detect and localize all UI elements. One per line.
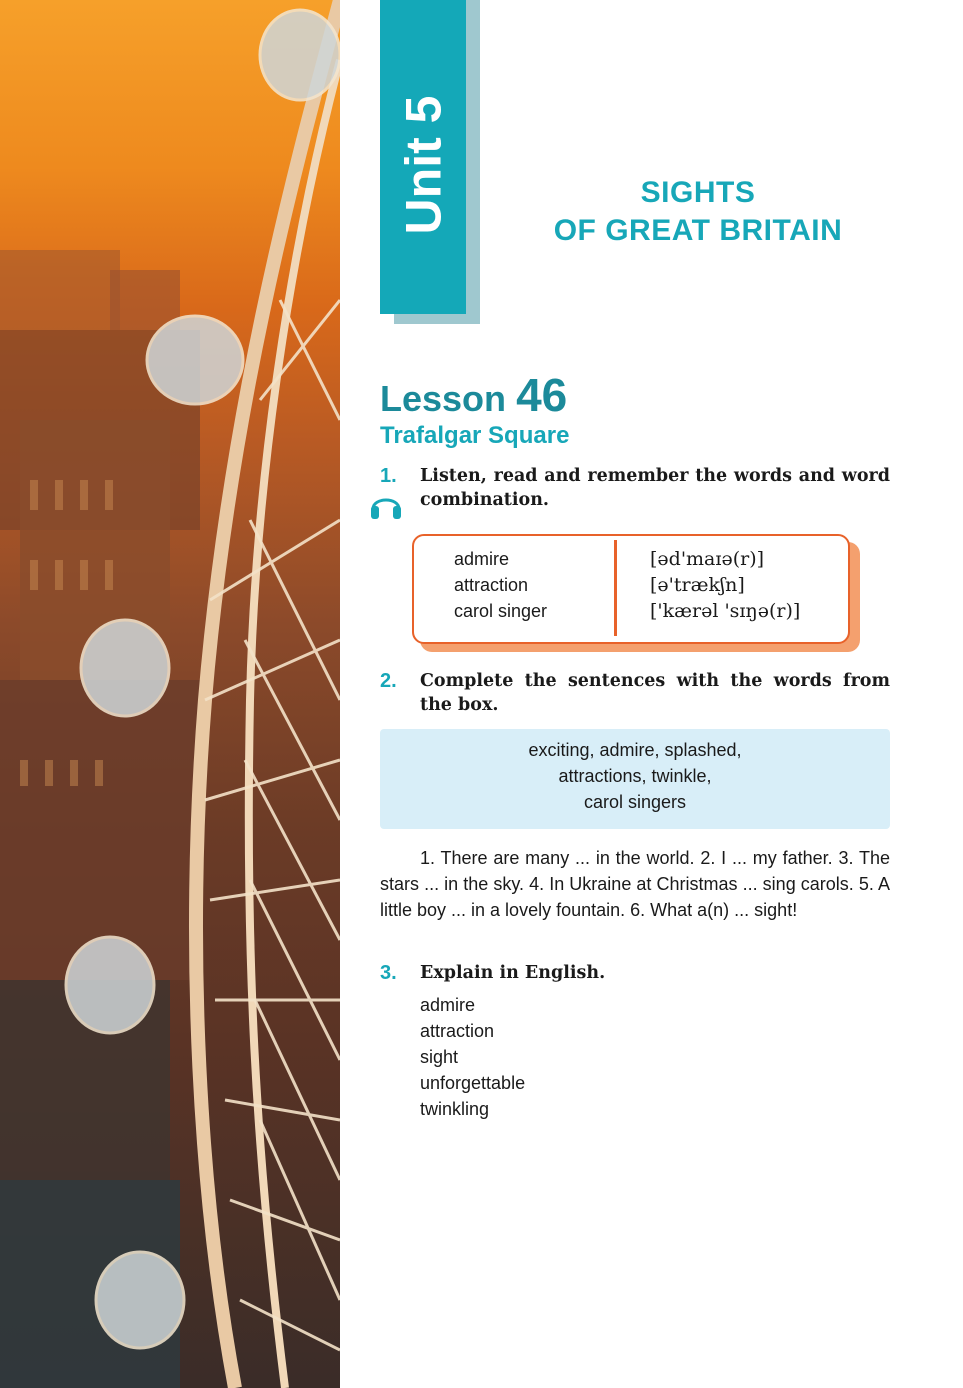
explain-word: twinkling xyxy=(420,1099,490,1119)
lesson-title xyxy=(380,368,567,422)
vocab-word: admire xyxy=(454,549,510,569)
exercise-3-number: 3. xyxy=(380,962,397,984)
unit-title-line2: OF GREAT BRITAIN xyxy=(553,214,843,247)
exercise-2-number: 2. xyxy=(380,670,397,692)
exercise-2-instruction: Complete the sentences with the words from the box. xyxy=(420,671,890,715)
vocab-transcriptions xyxy=(650,546,800,624)
exercise-2-sentences: 1. There are many ... in the world. 2. I ... my father. 3. The stars ... in the sky. 4. In Ukraine at Christmas ... sing carols. 5. A little boy ... in a lovely fountain. 6. What a(n) ... sight! xyxy=(380,848,890,920)
vocab-transcription: [əd'maɪə(r)] xyxy=(650,548,765,570)
vocab-transcription: [ə'trækʃn] xyxy=(650,574,745,596)
vocab-transcription: ['kærəl 'sɪŋə(r)] xyxy=(650,600,801,622)
unit-label: Unit 5 xyxy=(395,95,451,235)
lesson-number: 46 xyxy=(516,369,568,421)
london-eye-illustration xyxy=(0,0,340,1388)
explain-word: sight xyxy=(420,1047,459,1067)
vocab-word: attraction xyxy=(454,575,529,595)
explain-word: unforgettable xyxy=(420,1073,526,1093)
unit-title-line1: SIGHTS xyxy=(640,176,756,209)
explain-word-list xyxy=(420,992,525,1122)
word-bank-box xyxy=(380,729,890,829)
vocab-word: carol singer xyxy=(454,601,548,621)
london-eye-photo xyxy=(0,0,340,1388)
word-bank-line: exciting, admire, splashed, xyxy=(528,740,742,760)
headphones-icon xyxy=(369,489,403,521)
explain-word: admire xyxy=(420,995,476,1015)
explain-word: attraction xyxy=(420,1021,495,1041)
word-bank-line: carol singers xyxy=(583,792,687,812)
lesson-subtitle: Trafalgar Square xyxy=(380,422,570,449)
exercise-1-instruction: Listen, read and remember the words and word combination. xyxy=(420,466,890,510)
vocab-divider xyxy=(614,540,617,636)
unit-title xyxy=(500,174,896,250)
lesson-word: Lesson xyxy=(380,378,507,419)
unit-tab-label-wrap xyxy=(380,0,466,314)
word-bank-line: attractions, twinkle, xyxy=(558,766,712,786)
exercise-3-instruction: Explain in English. xyxy=(420,963,606,983)
exercise-1-number: 1. xyxy=(380,465,397,487)
vocab-words xyxy=(454,546,547,624)
